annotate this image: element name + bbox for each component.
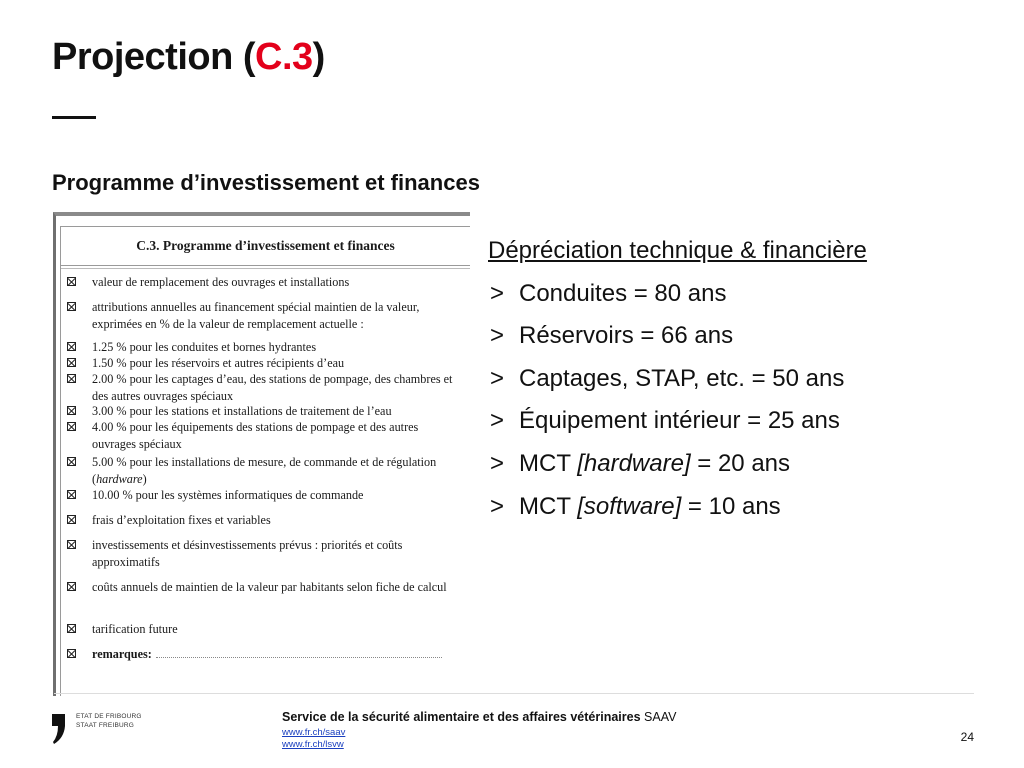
- depreciation-heading: Dépréciation technique & financière: [488, 237, 867, 264]
- fribourg-logo-icon: [52, 714, 66, 744]
- document-item-text-main: 5.00 % pour les installations de mesure, de commande et de régulation (: [92, 455, 437, 486]
- checked-box-icon: [67, 582, 76, 591]
- scanned-document-image: [53, 212, 470, 696]
- document-item-text: coûts annuels de maintien de la valeur par habitants selon fiche de calcul: [92, 580, 447, 594]
- footer-service-name: [282, 710, 676, 724]
- depreciation-panel: [488, 230, 988, 528]
- footer-service-bold: Service de la sécurité alimentaire et des affaires vétérinaires: [282, 710, 641, 724]
- slide-title: [52, 36, 325, 79]
- checked-box-icon: [67, 540, 76, 549]
- checked-box-icon: [67, 490, 76, 499]
- checked-box-icon: [67, 358, 76, 367]
- depreciation-item-italic: [hardware]: [577, 449, 691, 477]
- depreciation-item-suffix: = 20 ans: [690, 449, 791, 477]
- checked-box-icon: [67, 277, 76, 286]
- footer-link-saav[interactable]: www.fr.ch/saav: [282, 727, 346, 738]
- document-item-text: attributions annuelles au financement spécial maintien de la valeur, exprimées en % de la valeur de remplacement actuelle :: [92, 300, 420, 331]
- document-item-text: valeur de remplacement des ouvrages et installations: [92, 275, 350, 289]
- depreciation-item: [488, 486, 988, 529]
- footer-link-lsvw[interactable]: www.fr.ch/lsvw: [282, 739, 344, 750]
- logo-text-line: ETAT DE FRIBOURG: [76, 713, 142, 720]
- slide-title-main: Projection (: [52, 36, 256, 78]
- depreciation-item-suffix: = 10 ans: [681, 492, 781, 520]
- document-header: C.3. Programme d’investissement et finances: [61, 227, 470, 266]
- checked-box-icon: [67, 457, 76, 466]
- depreciation-item-label: Équipement intérieur = 25 ans: [519, 407, 840, 435]
- document-item-text: [92, 454, 456, 487]
- document-item-text: [92, 646, 456, 663]
- slide-subtitle: Programme d’investissement et finances: [52, 170, 480, 195]
- document-item-text: 3.00 % pour les stations et installations de traitement de l’eau: [92, 404, 392, 418]
- document-item-text: 4.00 % pour les équipements des stations de pompage et des autres ouvrages spéciaux: [92, 420, 419, 451]
- checked-box-icon: [67, 406, 76, 415]
- document-item-text: tarification future: [92, 622, 178, 636]
- document-item-text: 2.00 % pour les captages d’eau, des stations de pompage, des chambres et des autres ouvrages spéciaux: [92, 372, 453, 403]
- document-item-text: frais d’exploitation fixes et variables: [92, 513, 271, 527]
- depreciation-item: [488, 358, 988, 401]
- depreciation-item-label: Conduites = 80 ans: [519, 279, 727, 307]
- depreciation-item-label: Réservoirs = 66 ans: [519, 322, 734, 350]
- checked-box-icon: [67, 422, 76, 431]
- checked-box-icon: [67, 624, 76, 633]
- checked-box-icon: [67, 342, 76, 351]
- footer-service-abbr: SAAV: [640, 710, 677, 724]
- bullet-arrow-icon: >: [490, 449, 505, 477]
- footer-divider: [54, 693, 974, 694]
- checked-box-icon: [67, 374, 76, 383]
- depreciation-item: [488, 315, 988, 358]
- bullet-arrow-icon: >: [490, 407, 505, 435]
- bullet-arrow-icon: >: [490, 279, 505, 307]
- depreciation-item-prefix: MCT: [519, 492, 578, 520]
- depreciation-item: [488, 400, 988, 443]
- checked-box-icon: [67, 649, 76, 658]
- document-item-text: 1.25 % pour les conduites et bornes hydrantes: [92, 340, 317, 354]
- document-header-rule: [61, 265, 470, 269]
- checked-box-icon: [67, 515, 76, 524]
- document-item-text-close: ): [142, 471, 147, 486]
- logo-text: [76, 712, 142, 730]
- slide-title-code: C.3: [255, 36, 313, 78]
- depreciation-item: [488, 273, 988, 316]
- document-item-text: 1.50 % pour les réservoirs et autres récipients d’eau: [92, 356, 345, 370]
- depreciation-item: [488, 443, 988, 486]
- bullet-arrow-icon: >: [490, 322, 505, 350]
- page-number: 24: [960, 730, 974, 744]
- document-item-text-italic: hardware: [96, 471, 143, 486]
- document-item-text: investissements et désinvestissements prévus : priorités et coûts approximatifs: [92, 538, 403, 569]
- depreciation-item-italic: [software]: [577, 492, 682, 520]
- checked-box-icon: [67, 302, 76, 311]
- slide-title-close: ): [312, 36, 325, 78]
- bullet-arrow-icon: >: [490, 364, 505, 392]
- title-divider: [52, 116, 96, 119]
- document-table: [60, 226, 470, 696]
- depreciation-item-prefix: MCT: [519, 449, 578, 477]
- document-item-text: 10.00 % pour les systèmes informatiques de commande: [92, 488, 364, 502]
- dotted-line: [156, 647, 442, 658]
- document-remarks-label: remarques:: [92, 647, 152, 661]
- logo-text-line: STAAT FREIBURG: [76, 722, 135, 729]
- depreciation-item-label: Captages, STAP, etc. = 50 ans: [519, 364, 845, 392]
- bullet-arrow-icon: >: [490, 492, 505, 520]
